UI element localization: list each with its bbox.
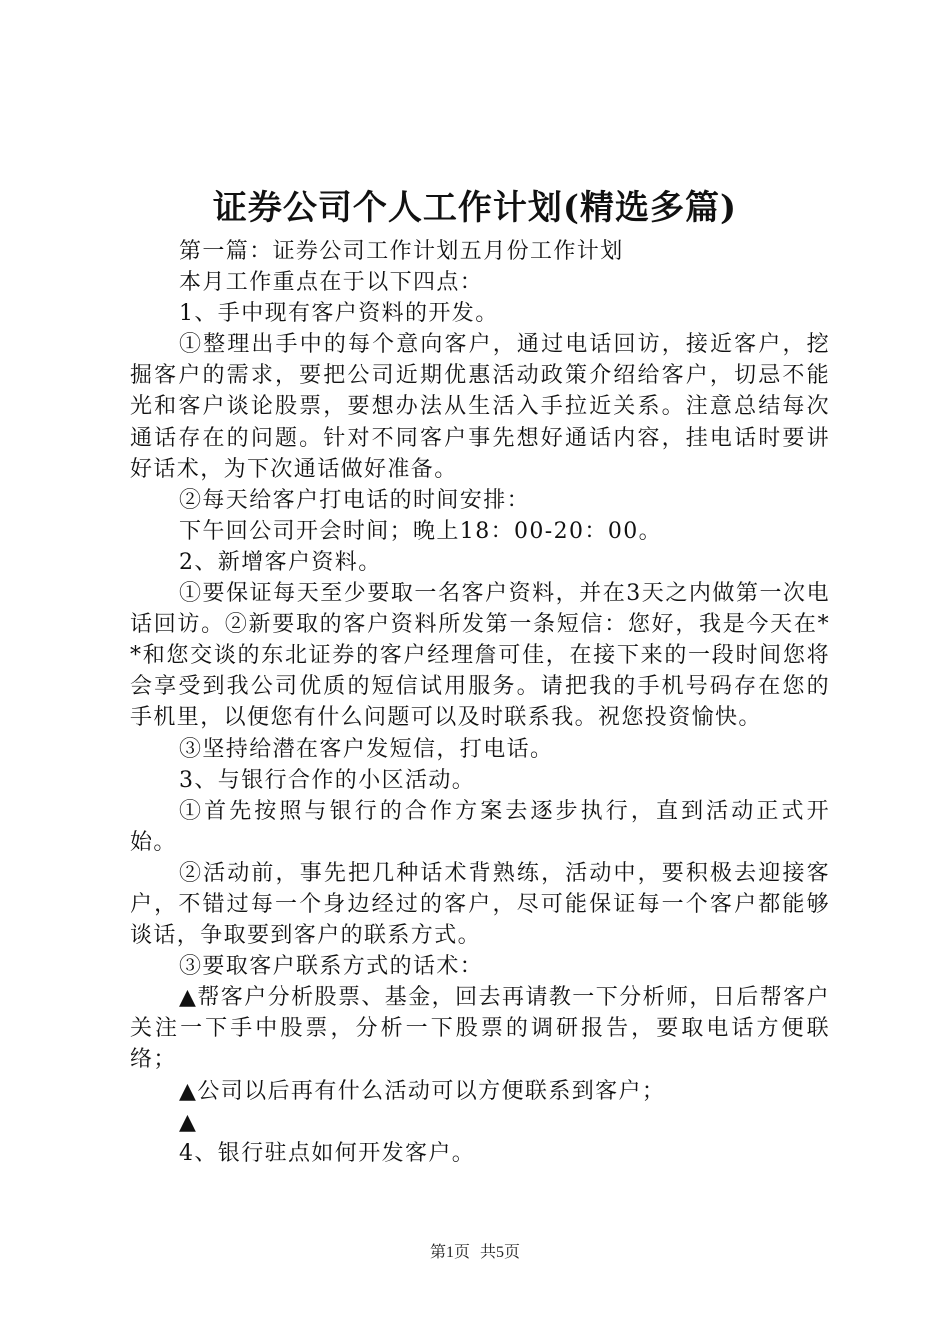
- paragraph: 下午回公司开会时间；晚上18：00-20：00。: [179, 518, 663, 544]
- paragraph: 1、手中现有客户资料的开发。: [179, 301, 499, 327]
- paragraph: ③要取客户联系方式的话术：: [179, 954, 484, 980]
- paragraph: ①首先按照与银行的合作方案去逐步执行，直到活动正式开始。: [130, 798, 830, 855]
- paragraph: ▲: [179, 1109, 198, 1135]
- page-total: 共5页: [480, 1244, 521, 1261]
- paragraph: ②每天给客户打电话的时间安排：: [179, 487, 531, 513]
- document-title: 证券公司个人工作计划(精选多篇): [212, 188, 738, 228]
- paragraph: 3、与银行合作的小区活动。: [179, 767, 476, 793]
- paragraph: ①整理出手中的每个意向客户，通过电话回访，接近客户，挖掘客户的需求，要把公司近期优惠活动政策介绍给客户，切忌不能光和客户谈论股票，要想办法从生活入手拉近关系。注意总结每次通话存在的问题。针对不同客户事先想好通话内容，挂电话时要讲好话术，为下次通话做好准备。: [130, 332, 830, 482]
- paragraph: ▲公司以后再有什么活动可以方便联系到客户；: [179, 1078, 666, 1104]
- paragraph: ▲帮客户分析股票、基金，回去再请教一下分析师，日后帮客户关注一下手中股票，分析一下股票的调研报告，要取电话方便联络；: [130, 985, 830, 1073]
- page-footer: [0, 1242, 950, 1264]
- paragraph: 2、新增客户资料。: [179, 549, 382, 575]
- document-body: [130, 236, 830, 1169]
- paragraph: 第一篇：证券公司工作计划五月份工作计划: [179, 239, 624, 264]
- paragraph: ②活动前，事先把几种话术背熟练，活动中，要积极去迎接客户，不错过每一个身边经过的客户，尽可能保证每一个客户都能够谈话，争取要到客户的联系方式。: [130, 860, 830, 949]
- paragraph: 4、银行驻点如何开发客户。: [179, 1140, 476, 1166]
- paragraph: 本月工作重点在于以下四点：: [179, 270, 484, 296]
- page-number: 第1页: [429, 1244, 470, 1261]
- paragraph: ①要保证每天至少要取一名客户资料，并在3天之内做第一次电话回访。②新要取的客户资料所发第一条短信：您好，我是今天在**和您交谈的东北证券的客户经理詹可佳，在接下来的一段时间您将会享受到我公司优质的短信试用服务。请把我的手机号码存在您的手机里，以便您有什么问题可以及时联系我。祝您投资愉快。: [130, 581, 830, 731]
- paragraph: ③坚持给潜在客户发短信，打电话。: [179, 736, 554, 762]
